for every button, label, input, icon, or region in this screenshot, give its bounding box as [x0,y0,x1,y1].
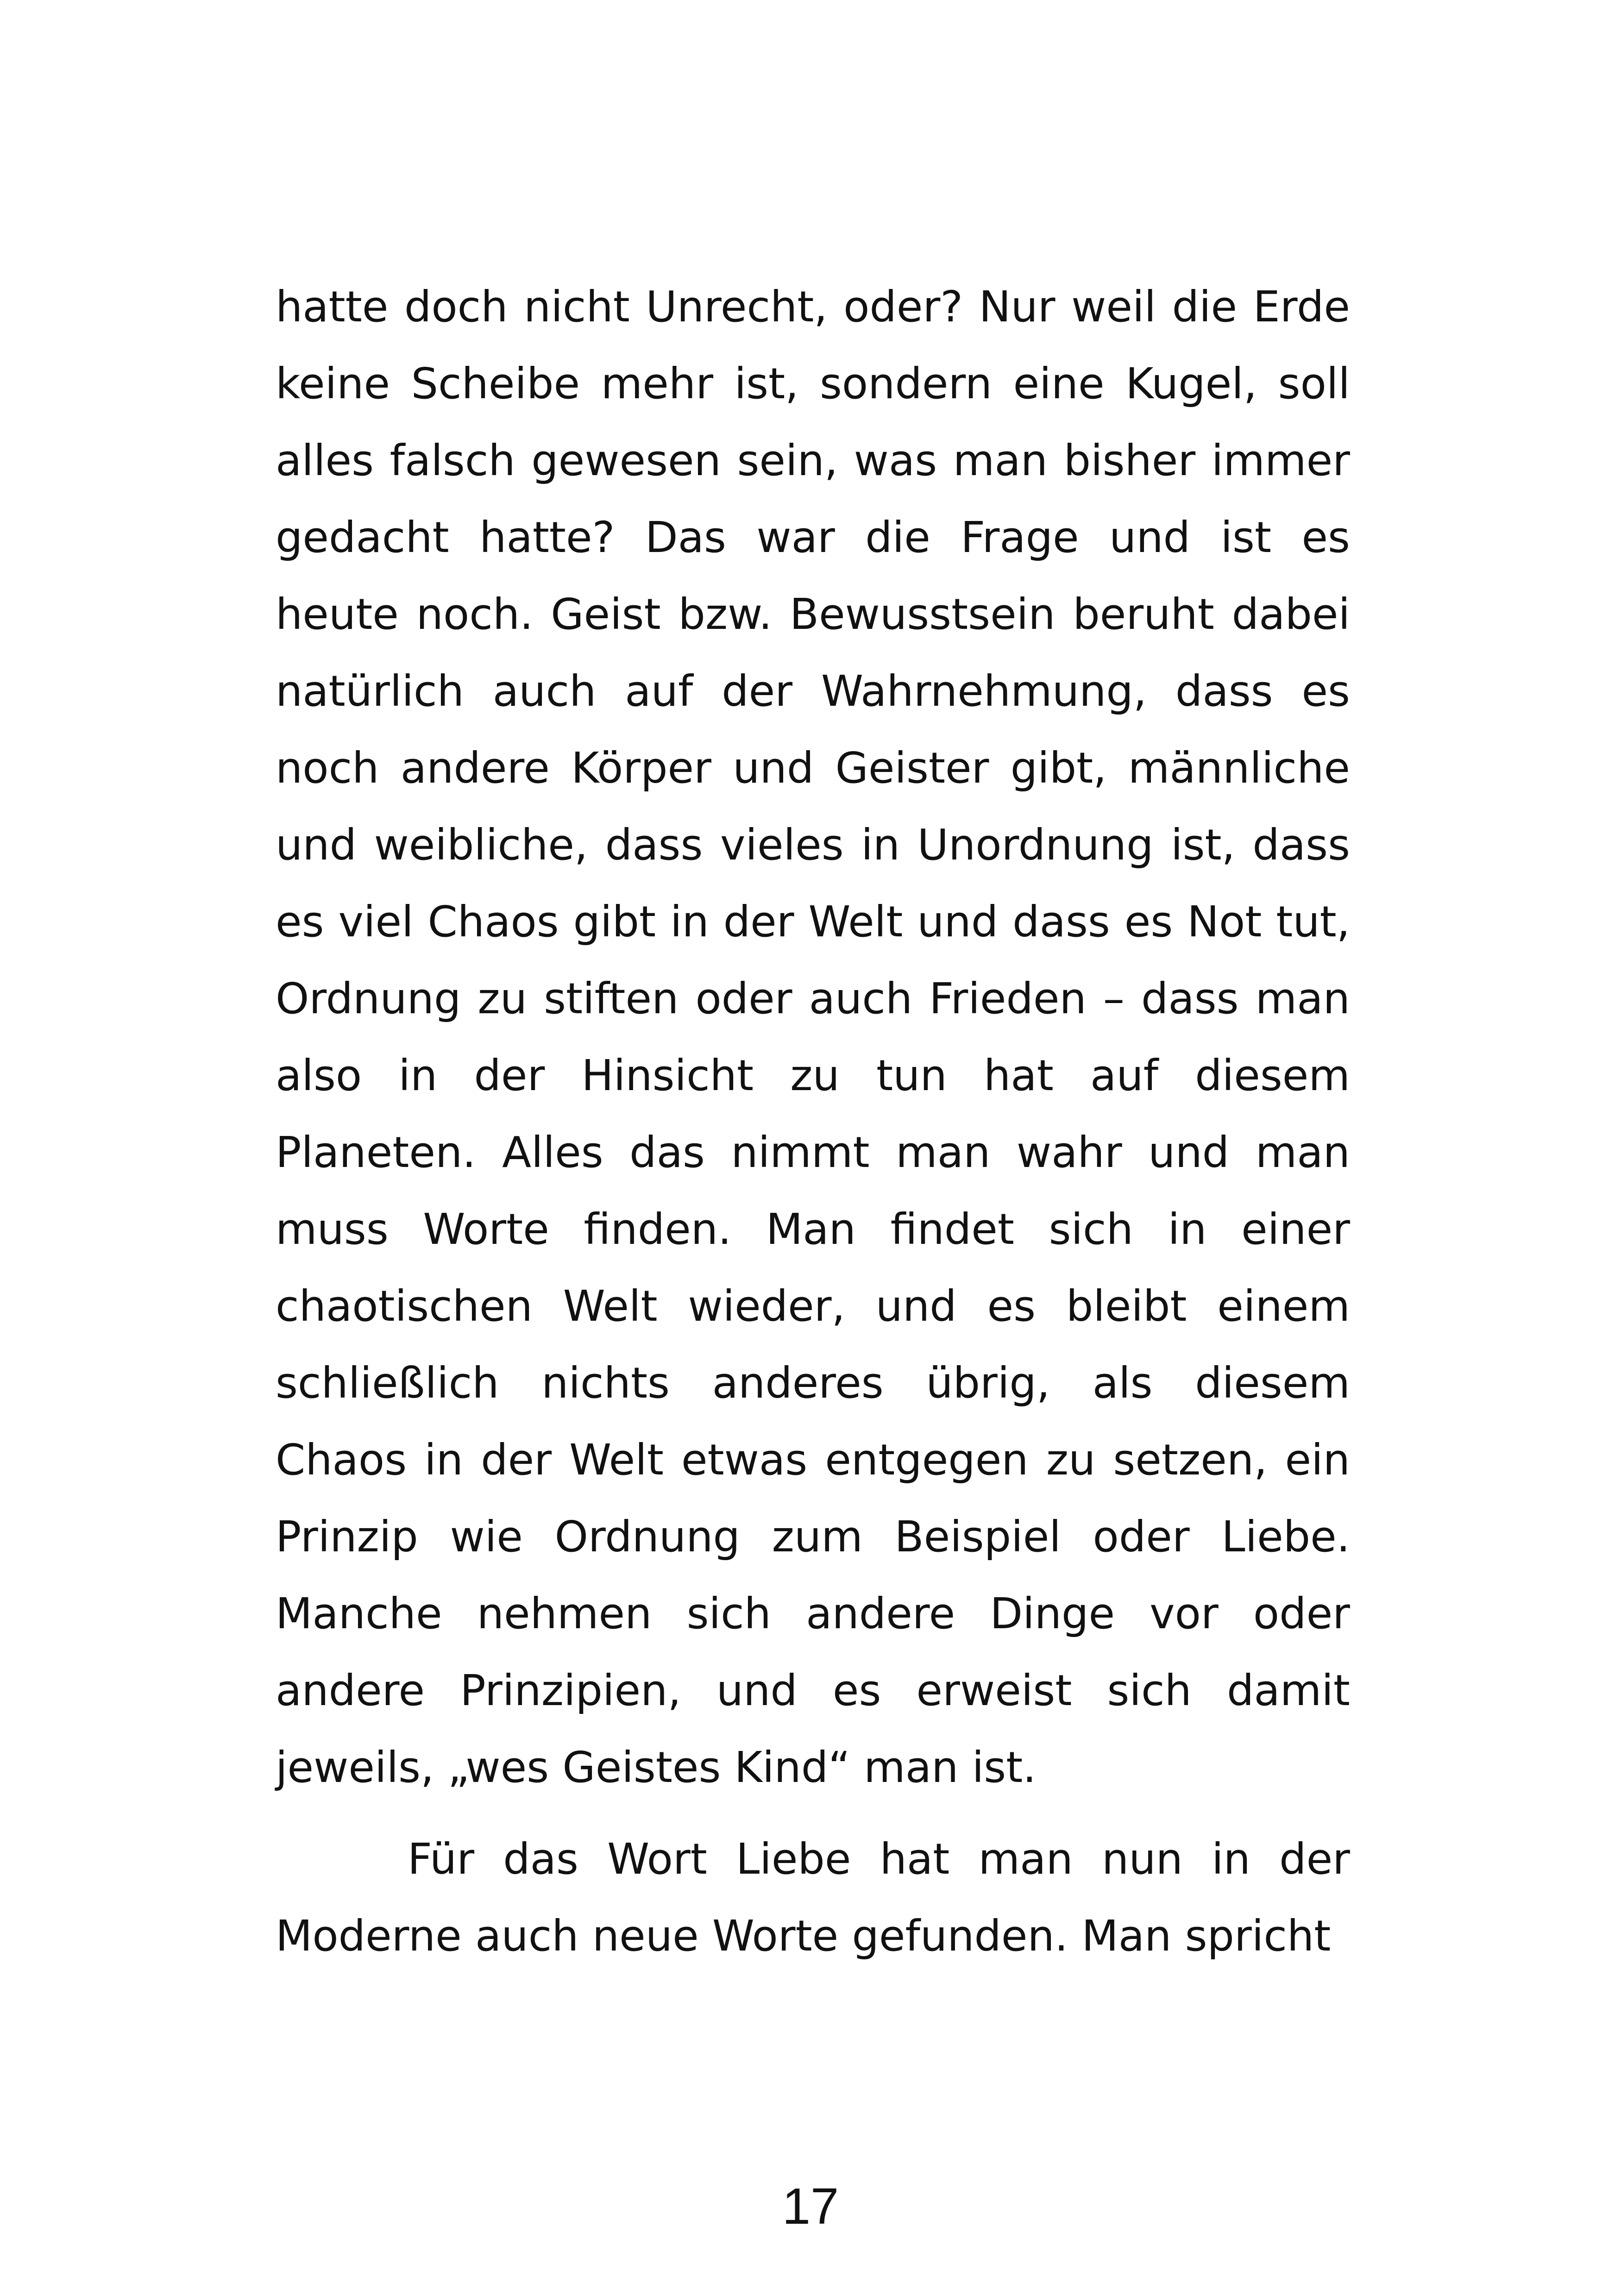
paragraph-2: Für das Wort Liebe hat man nun in der Moderne auch neue Worte gefunden. Man spricht [276,1834,1350,1961]
paragraph-1: hatte doch nicht Unrecht, oder? Nur weil die Erde keine Scheibe mehr ist, sondern eine Kugel, soll alles falsch gewesen sein, was man bisher immer gedacht hatte? Das war die Frage und ist es heute noch. Geist bzw. Bewusstsein beruht dabei natürlich auch auf der Wahrnehmung, dass es noch andere Körper und Geister gibt, männliche und weibliche, dass vieles in Unordnung ist, dass es viel Chaos gibt in der Welt und dass es Not tut, Ordnung zu stiften oder auch Frieden – dass man also in der Hinsicht zu tun hat auf diesem Planeten. Alles das nimmt man wahr und man muss Worte finden. Man findet sich in einer chaotischen Welt wieder, und es bleibt einem schließlich nichts anderes übrig, als diesem Chaos in der Welt etwas entgegen zu setzen, ein Prinzip wie Ordnung zum Beispiel oder Liebe. Manche nehmen sich andere Dinge vor oder andere Prinzipien, und es erweist sich damit jeweils, „wes Geistes Kind“ man ist. [276,282,1350,1792]
body-text [276,269,1350,1975]
page-number: 17 [782,2178,839,2235]
